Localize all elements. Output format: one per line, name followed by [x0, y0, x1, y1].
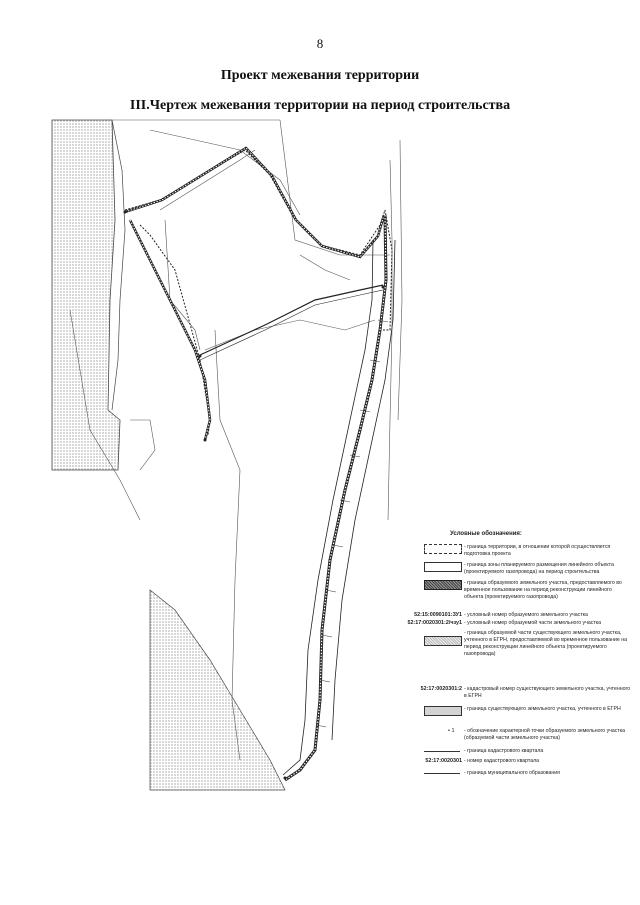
- pipeline-ticks: [316, 320, 388, 727]
- legend-item-text: - граница кадастрового квартала: [464, 748, 544, 754]
- legend-item-text: - граница существующего земельного участка, учтенного в ЕГРН: [464, 706, 621, 712]
- legend-item-code: 52:17:0020301:2: [420, 686, 462, 692]
- legend-swatch-dashed: [424, 544, 462, 554]
- legend-item-code: 52:17:0020301:2/чзу1: [407, 620, 462, 626]
- page-number: 8: [316, 36, 324, 51]
- legend-item-text: - граница образуемой части существующего земельного участка, учтенного в ЕГРН, предоставляемой во временное пользование на период реконструкции линейного объекта (проектируемого газопровода): [464, 630, 627, 658]
- legend-item-text: - номер кадастрового квартала: [464, 758, 540, 764]
- existing-parcel-strip-left: [112, 120, 125, 410]
- legend-item-text: - граница образуемого земельного участка, предоставляемого во временное пользование на период реконструкции линейного объекта (проектируемого газопровода): [464, 580, 622, 601]
- legend-item-code: 52:15:0090101:ЗУ1: [414, 612, 462, 618]
- legend-item-code: 52:17:0020301: [425, 758, 462, 764]
- legend-swatch-line: [424, 751, 460, 752]
- legend-title: Условные обозначения:: [450, 531, 522, 537]
- legend-item-text: - граница зоны планируемого размещения линейного объекта (проектируемого газопровода) на период строительства: [464, 562, 614, 576]
- legend-swatch-plain: [424, 562, 462, 572]
- legend-item-text: - граница муниципального образования: [464, 770, 560, 776]
- legend-swatch-line-thick: [424, 773, 460, 774]
- characteristic-point-icon: • 1: [448, 728, 455, 734]
- document-subtitle: III.Чертеж межевания территории на период строительства: [129, 98, 511, 113]
- legend-item-text: - граница территории, в отношении которой осуществляется подготовка проекта: [464, 544, 611, 558]
- legend-item-text: - обозначение характерной точки образуемого земельного участка (образуемой части земельного участка): [464, 728, 625, 742]
- legend-item-text: - условный номер образуемой части земельного участка: [464, 620, 601, 626]
- legend-swatch-light: [424, 636, 462, 646]
- legend-swatch-dark: [424, 580, 462, 590]
- existing-parcel-area-lower-left: [150, 590, 285, 790]
- existing-parcel-area-left: [52, 120, 120, 470]
- legend-item-text: - условный номер образуемого земельного участка: [464, 612, 588, 618]
- legend-swatch-dotted: [424, 706, 462, 716]
- legend-item-text: - кадастровый номер существующего земельного участка, учтенного в ЕГРН: [464, 686, 631, 700]
- document-title: Проект межевания территории: [220, 68, 420, 83]
- cadastral-quarter-boundaries: [70, 120, 402, 760]
